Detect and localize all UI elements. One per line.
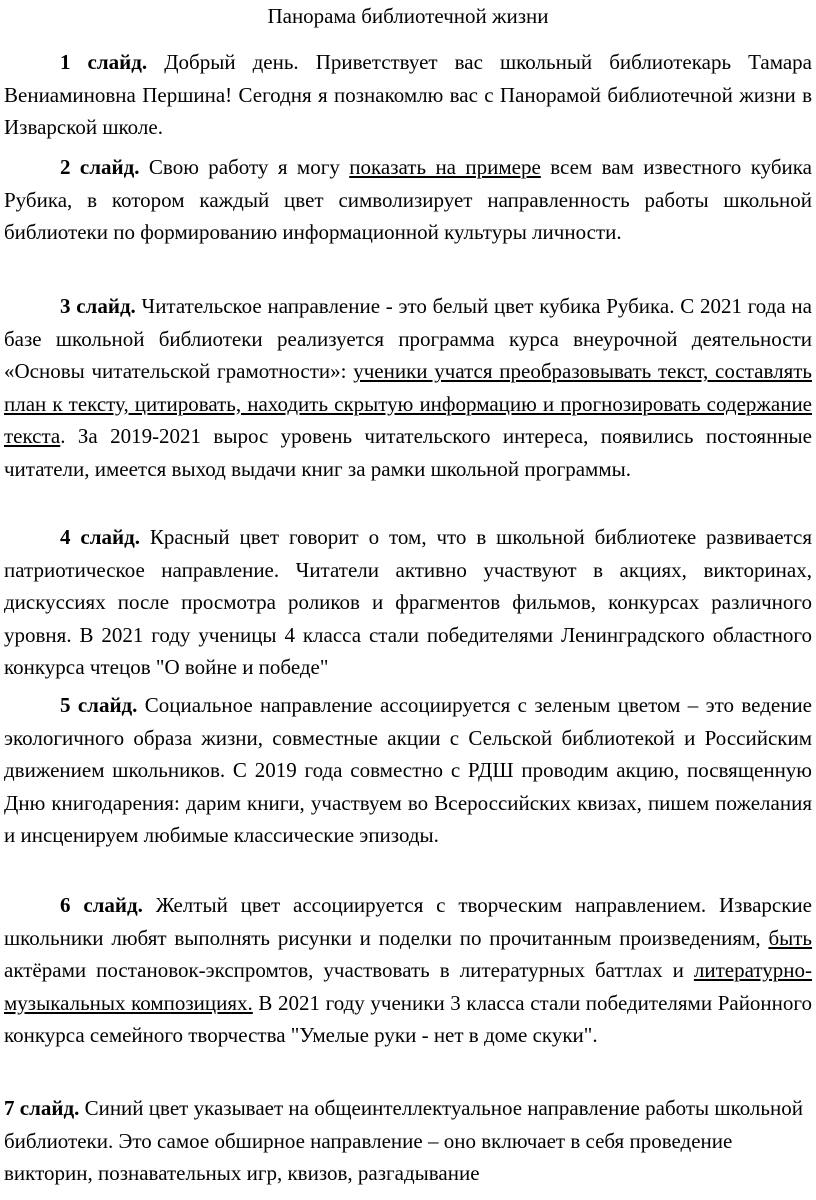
slide-label: 7 слайд. [4,1096,80,1120]
slide-label: 2 слайд. [60,155,140,179]
paragraph-slide-7 [4,1092,812,1190]
paragraph-slide-6 [4,889,812,1052]
underlined-text: литературно-музыкальных композициях. [4,958,812,1015]
paragraph-text: актёрами постановок-экспромтов, участвовать в литературных баттлах и [4,958,694,982]
slide-label: 4 слайд. [60,525,140,549]
slide-label: 3 слайд. [60,294,136,318]
underlined-text: ученики учатся преобразовывать текст, составлять план к тексту, цитировать, находить скрытую информацию и прогнозировать содержание текста [4,359,812,448]
paragraph-slide-1 [4,46,812,144]
paragraph-text: . За 2019-2021 вырос уровень читательского интереса, появились постоянные читатели, имеется выход выдачи книг за рамки школьной программы. [4,424,812,481]
underlined-text: показать на примере [349,155,541,179]
paragraph-slide-4 [4,521,812,684]
document-title: Панорама библиотечной жизни [267,4,549,28]
paragraph-text: Социальное направление ассоциируется с зеленым цветом – это ведение экологичного образа жизни, совместные акции с Сельской библиотекой и Российским движением школьников. С 2019 года совместно с РДШ проводим акцию, посвященную Дню книгодарения: дарим книги, участвуем во Всероссийских квизах, пишем пожелания и инсценируем любимые классические эпизоды. [4,693,812,847]
paragraph-slide-3 [4,290,812,485]
paragraph-text: всем вам известного кубика Рубика, в котором каждый цвет символизирует направленность работы школьной библиотеки по формированию информационной культуры личности. [4,155,812,244]
slide-label: 6 слайд. [60,893,143,917]
paragraph-slide-2 [4,151,812,249]
paragraph-text: Читательское направление - это белый цвет кубика Рубика. С 2021 года на базе школьной библиотеки реализуется программа курса внеурочной деятельности «Основы читательской грамотности»: [4,294,812,383]
slide-label: 5 слайд. [60,693,138,717]
slide-label: 1 слайд. [60,50,148,74]
paragraph-text: Желтый цвет ассоциируется с творческим направлением. Изварские школьники любят выполнять рисунки и поделки по прочитанным произведениям, [4,893,812,950]
underlined-text: быть [768,925,812,950]
paragraph-text: Добрый день. Приветствует вас школьный библиотекарь Тамара Вениаминовна Першина! Сегодня я познакомлю вас с Панорамой библиотечной жизни в Изварской школе. [4,50,813,139]
paragraph-text: В 2021 году ученики 3 класса стали победителями Районного конкурса семейного творчества "Умелые руки - нет в доме скуки". [4,990,812,1047]
paragraph-text: Красный цвет говорит о том, что в школьной библиотеке развивается патриотическое направление. Читатели активно участвуют в акциях, викторинах, дискуссиях после просмотра роликов и фрагментов фильмов, конкурсах различного уровня. В 2021 году ученицы 4 класса стали победителями Ленинградского областного конкурса чтецов "О войне и победе" [4,525,812,679]
paragraph-text: Свою работу я могу [139,155,350,179]
paragraph-slide-5 [4,689,812,852]
paragraph-text: Синий цвет указывает на общеинтеллектуальное направление работы школьной библиотеки. Это самое обширное направление – оно включает в себя проведение викторин, познавательных игр, квизов, разгадывание [4,1096,803,1185]
